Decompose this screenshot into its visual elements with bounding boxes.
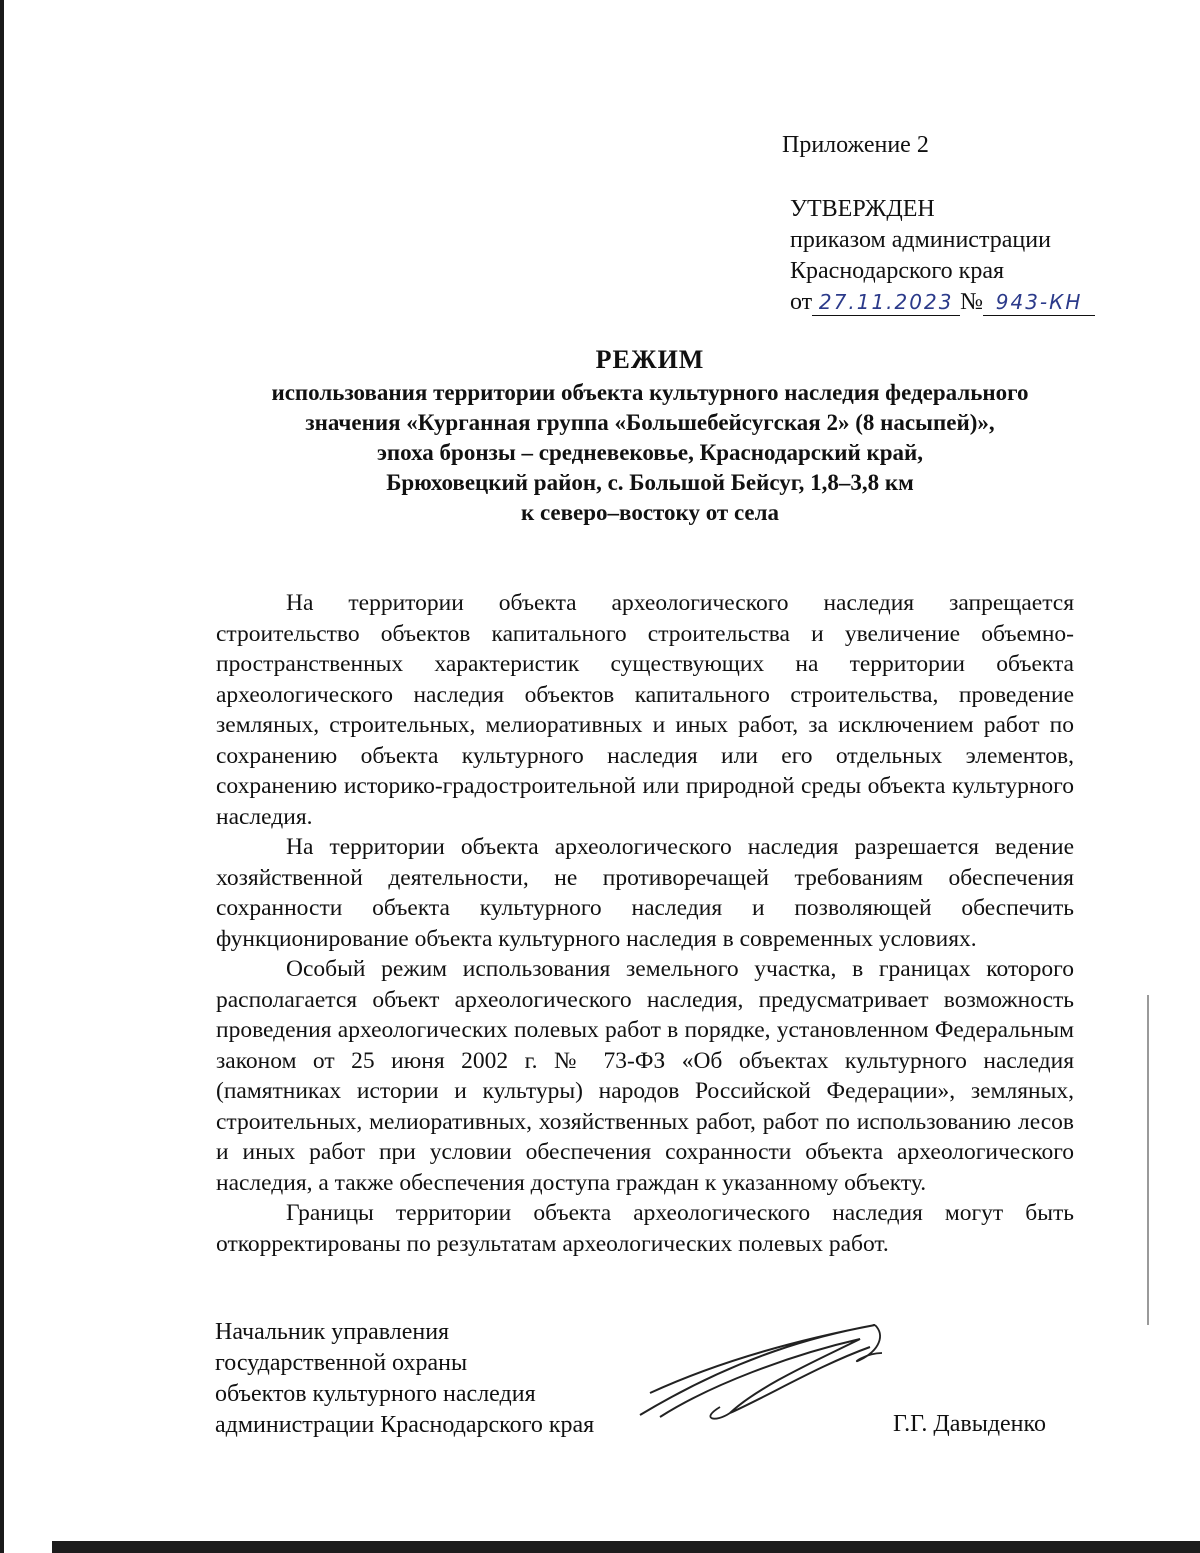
order-number: 943-КН (983, 289, 1095, 316)
title-line-5: к северо–востоку от села (520, 500, 780, 525)
signatory-line-2: государственной охраны (215, 1350, 468, 1376)
signatory-line-1: Начальник управления (215, 1319, 450, 1345)
signatory-position (215, 1317, 594, 1441)
order-date-number-line (790, 287, 1095, 318)
title-main: РЕЖИМ (595, 345, 705, 374)
title-line-1: использования территории объекта культурного наследия федерального (271, 380, 1029, 405)
order-from-prefix: от (790, 289, 813, 315)
paragraph-permissions: На территории объекта археологического наследия разрешается ведение хозяйственной деятельности, не противоречащей требованиям обеспечения сохранности объекта культурного наследия и позволяющей обеспечить функционирование объекта культурного наследия в современных условиях. (216, 834, 1074, 952)
approval-heading: УТВЕРЖДЕН (790, 196, 935, 222)
order-number-sign: № (960, 289, 984, 315)
appendix-label: Приложение 2 (782, 132, 929, 158)
scan-edge-bottom (52, 1541, 1200, 1553)
signatory-name: Г.Г. Давыденко (893, 1411, 1046, 1437)
approval-line-1: приказом администрации (790, 227, 1051, 253)
signatory-line-4: администрации Краснодарского края (215, 1412, 595, 1438)
document-title (150, 344, 1150, 528)
approval-line-2: Краснодарского края (790, 258, 1005, 284)
signatory-line-3: объектов культурного наследия (215, 1381, 536, 1407)
title-line-4: Брюховецкий район, с. Большой Бейсуг, 1,8–3,8 км (386, 470, 914, 495)
paragraph-boundaries: Границы территории объекта археологического наследия могут быть откорректированы по результатам археологических полевых работ. (216, 1200, 1074, 1257)
paragraph-special-regime: Особый режим использования земельного участка, в границах которого располагается объект археологического наследия, предусматривает возможность проведения археологических полевых работ в порядке, установленном Федеральным законом от 25 июня 2002 г. № 73-ФЗ «Об объектах культурного наследия (памятниках истории и культуры) народов Российской Федерации», земляных, строительных, мелиоративных, хозяйственных работ, работ по использованию лесов и иных работ при условии обеспечения сохранности объекта археологического наследия, а также обеспечения доступа граждан к указанному объекту. (216, 956, 1074, 1196)
handwritten-signature (620, 1315, 890, 1435)
order-date: 27.11.2023 (812, 289, 960, 316)
document-body (216, 588, 1074, 1259)
scan-edge-left (0, 0, 4, 1553)
approval-block (790, 194, 1095, 318)
scan-mark-right (1147, 995, 1149, 1325)
title-line-2: значения «Курганная группа «Большебейсугская 2» (8 насыпей)», (305, 410, 995, 435)
title-line-3: эпоха бронзы – средневековье, Краснодарский край, (376, 440, 924, 465)
paragraph-prohibitions: На территории объекта археологического наследия запрещается строительство объектов капитального строительства и увеличение объемно-пространственных характеристик существующих на территории объекта археологического наследия объектов капитального строительства, проведение земляных, строительных, мелиоративных и иных работ, за исключением работ по сохранению объекта культурного наследия или его отдельных элементов, сохранению историко-градостроительной или природной среды объекта культурного наследия. (216, 590, 1074, 830)
